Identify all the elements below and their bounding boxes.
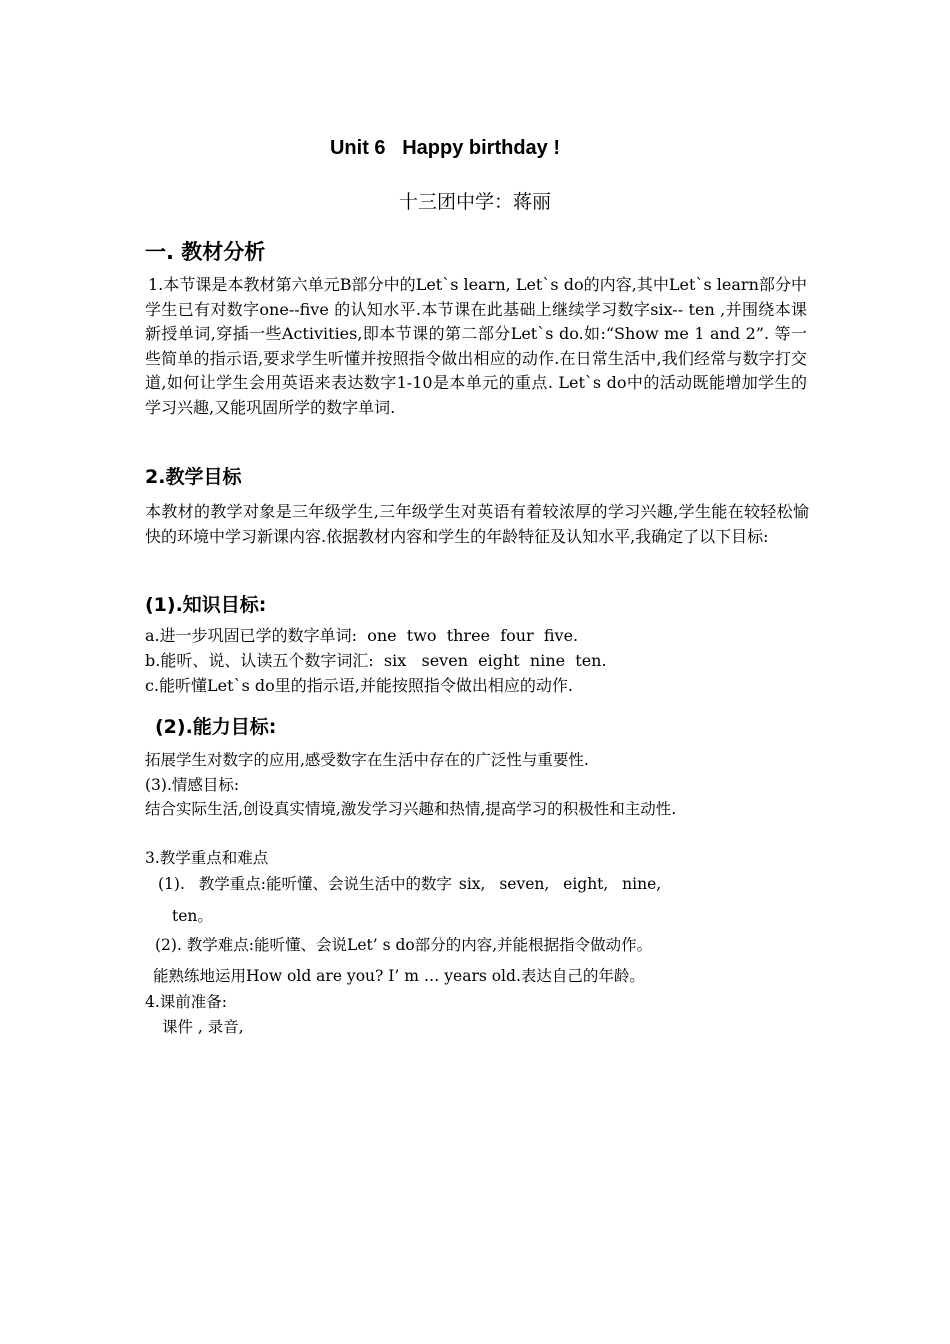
- preparation-text: 课件 , 录音,: [162, 1018, 244, 1036]
- emotion-goals-text: 结合实际生活,创设真实情境,激发学习兴趣和热情,提高学习的积极性和主动性.: [145, 800, 677, 818]
- preparation-heading: 4.课前准备:: [145, 993, 228, 1011]
- knowledge-goal-item: a.进一步巩固已学的数字单词: one two three four five.: [145, 626, 579, 645]
- document-title: Unit 6 Happy birthday !: [329, 137, 561, 159]
- knowledge-goals-heading: (1).知识目标:: [145, 594, 267, 616]
- key-points-heading: 3.教学重点和难点: [145, 849, 269, 867]
- document-author: 十三团中学：蒋丽: [398, 191, 551, 213]
- section-heading-teaching-goals: 2.教学目标: [145, 466, 242, 488]
- textbook-analysis-paragraph: 1.本节课是本教材第六单元B部分中的Let`s learn, Let`s do的内容,其中Let`s learn部分中学生已有对数字one--five 的认知水平.本节课在此基础上继续学习数字six-- ten ,并围绕本课新授单词,穿插一些Activities,即本节课的第二部分Let`s do.如:“Show me 1 and 2”. 等一些简单的指示语,要求学生听懂并按照指令做出相应的动作.在日常生活中,我们经常与数字打交道,如何让学生会用英语来表达数字1-10是本单元的重点. Let`s do中的活动既能增加学生的学习兴趣,又能巩固所学的数字单词.: [145, 275, 807, 417]
- ability-goals-heading: (2).能力目标:: [155, 716, 277, 738]
- difficult-point-line: (2). 教学难点:能听懂、会说Let’ s do部分的内容,并能根据指令做动作。: [155, 936, 653, 954]
- teaching-goals-paragraph: 本教材的教学对象是三年级学生,三年级学生对英语有着较浓厚的学习兴趣,学生能在较轻松愉快的环境中学习新课内容.依据教材内容和学生的年龄特征及认知水平,我确定了以下目标:: [145, 502, 809, 546]
- knowledge-goal-item: b.能听、说、认读五个数字词汇: six seven eight nine ten.: [145, 651, 607, 670]
- emotion-goals-heading: (3).情感目标:: [145, 776, 240, 794]
- key-point-line-continued: ten。: [172, 907, 213, 925]
- key-point-line: (1). 教学重点:能听懂、会说生活中的数字 six, seven, eight, nine,: [158, 875, 662, 893]
- section-heading-textbook-analysis: 一. 教材分析: [145, 240, 266, 264]
- knowledge-goal-item: c.能听懂Let`s do里的指示语,并能按照指令做出相应的动作.: [145, 676, 573, 695]
- ability-goals-text: 拓展学生对数字的应用,感受数字在生活中存在的广泛性与重要性.: [145, 751, 589, 769]
- difficult-point-line-2: 能熟练地运用How old are you? I’ m … years old.表达自己的年龄。: [153, 967, 645, 985]
